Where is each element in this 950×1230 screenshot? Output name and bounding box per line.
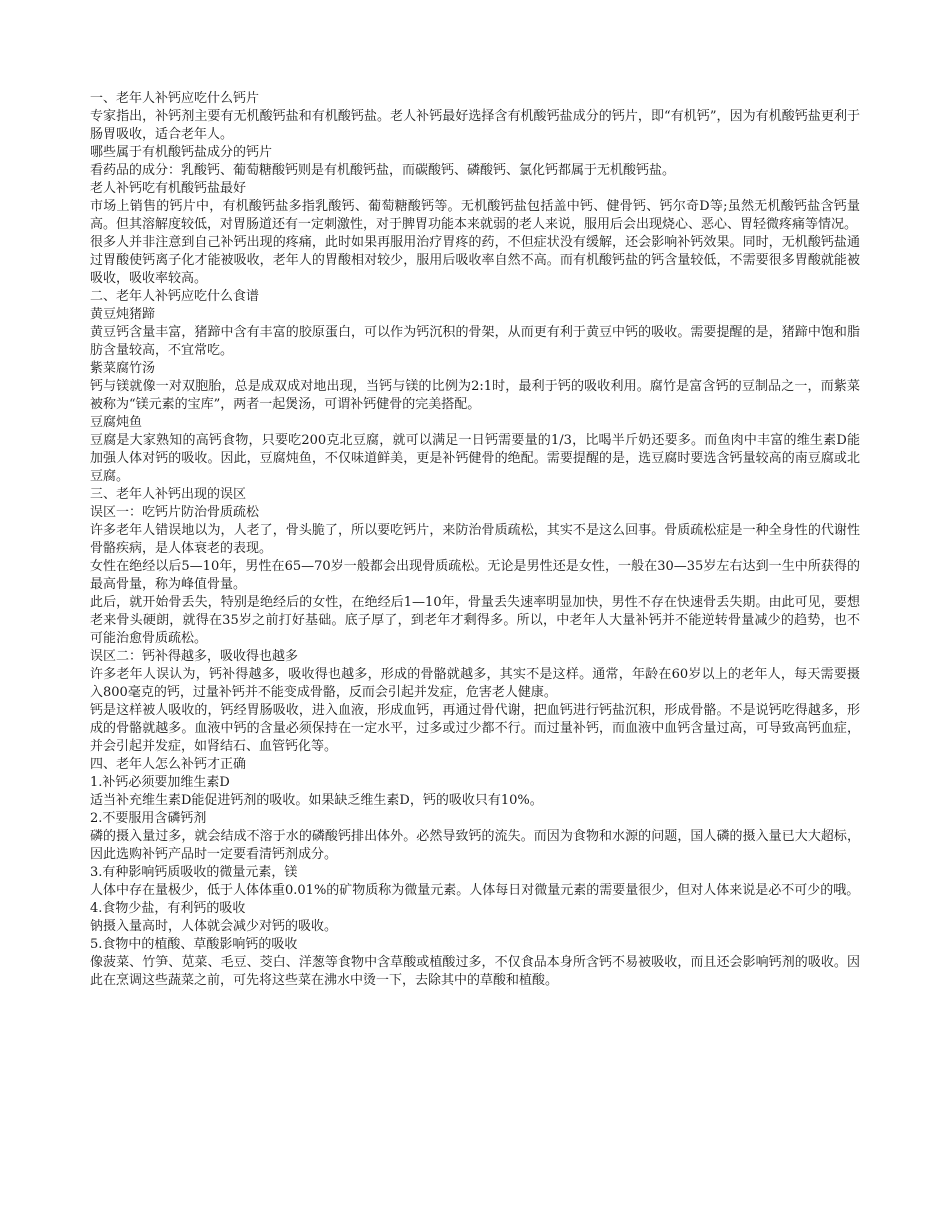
subheading: 豆腐炖鱼 — [90, 415, 143, 430]
paragraph: 钙是这样被人吸收的，钙经胃肠吸收，进入血液，形成血钙，再通过骨代谢，把血钙进行钙盐沉积，形成骨骼。不是说钙吃得越多，形成的骨骼就越多。血液中钙的含量必须保持在一定水平，过多或过少都不行。而过量补钙，而血液中血钙含量过高，可导致高钙血症，并会引起并发症，如肾结石、血管钙化等。 — [90, 703, 860, 754]
subheading: 老人补钙吃有机酸钙盐最好 — [90, 181, 247, 196]
subheading: 哪些属于有机酸钙盐成分的钙片 — [90, 145, 273, 160]
paragraph: 磷的摄入量过多，就会结成不溶于水的磷酸钙排出体外。必然导致钙的流失。而因为食物和水源的问题，国人磷的摄入量已大大超标，因此选购补钙产品时一定要看清钙剂成分。 — [90, 829, 860, 862]
paragraph: 很多人并非注意到自己补钙出现的疼痛，此时如果再服用治疗胃疼的药，不但症状没有缓解，还会影响补钙效果。同时，无机酸钙盐通过胃酸使钙离子化才能被吸收，老年人的胃酸相对较少，服用后吸收率自然不高。而有机酸钙盐的钙含量较低，不需要很多胃酸就能被吸收，吸收率较高。 — [90, 235, 860, 286]
paragraph: 豆腐是大家熟知的高钙食物，只要吃200克北豆腐，就可以满足一日钙需要量的1/3，比喝半斤奶还要多。而鱼肉中丰富的维生素D能加强人体对钙的吸收。因此，豆腐炖鱼，不仅味道鲜美，更是补钙健骨的绝配。需要提醒的是，选豆腐时要选含钙量较高的南豆腐或北豆腐。 — [90, 433, 860, 484]
subheading: 误区一：吃钙片防治骨质疏松 — [90, 505, 260, 520]
subheading: 5.食物中的植酸、草酸影响钙的吸收 — [90, 937, 298, 952]
subheading: 紫菜腐竹汤 — [90, 361, 156, 376]
subheading: 1.补钙必须要加维生素D — [90, 775, 230, 790]
subheading: 2.不要服用含磷钙剂 — [90, 811, 207, 826]
subheading: 黄豆炖猪蹄 — [90, 307, 156, 322]
paragraph: 许多老年人误认为，钙补得越多，吸收得也越多，形成的骨骼就越多，其实不是这样。通常，年龄在60岁以上的老年人，每天需要摄入800毫克的钙，过量补钙并不能变成骨骼，反而会引起并发症，危害老人健康。 — [90, 667, 860, 700]
subheading: 误区二：钙补得越多，吸收得也越多 — [90, 649, 299, 664]
section-heading-4: 四、老年人怎么补钙才正确 — [90, 757, 247, 772]
paragraph: 女性在绝经以后5—10年，男性在65—70岁一般都会出现骨质疏松。无论是男性还是女性，一般在30—35岁左右达到一生中所获得的最高骨量，称为峰值骨量。 — [90, 559, 860, 592]
section-heading-3: 三、老年人补钙出现的误区 — [90, 487, 247, 502]
paragraph: 像菠菜、竹笋、苋菜、毛豆、茭白、洋葱等食物中含草酸或植酸过多，不仅食品本身所含钙不易被吸收，而且还会影响钙剂的吸收。因此在烹调这些蔬菜之前，可先将这些菜在沸水中烫一下，去除其中的草酸和植酸。 — [90, 955, 860, 988]
paragraph: 人体中存在量极少，低于人体体重0.01%的矿物质称为微量元素。人体每日对微量元素的需要量很少，但对人体来说是必不可少的哦。 — [90, 883, 860, 898]
document-body — [90, 90, 860, 990]
paragraph: 许多老年人错误地以为，人老了，骨头脆了，所以要吃钙片，来防治骨质疏松，其实不是这么回事。骨质疏松症是一种全身性的代谢性骨骼疾病，是人体衰老的表现。 — [90, 523, 860, 556]
section-heading-1: 一、老年人补钙应吃什么钙片 — [90, 91, 260, 106]
paragraph: 钙与镁就像一对双胞胎，总是成双成对地出现，当钙与镁的比例为2:1时，最利于钙的吸收利用。腐竹是富含钙的豆制品之一，而紫菜被称为“镁元素的宝库”，两者一起煲汤，可谓补钙健骨的完美搭配。 — [90, 379, 860, 412]
section-heading-2: 二、老年人补钙应吃什么食谱 — [90, 289, 260, 304]
paragraph: 钠摄入量高时，人体就会减少对钙的吸收。 — [90, 919, 338, 934]
paragraph: 看药品的成分：乳酸钙、葡萄糖酸钙则是有机酸钙盐，而碳酸钙、磷酸钙、氯化钙都属于无机酸钙盐。 — [90, 163, 676, 178]
paragraph: 此后，就开始骨丢失，特别是绝经后的女性，在绝经后1—10年，骨量丢失速率明显加快，男性不存在快速骨丢失期。由此可见，要想老来骨头硬朗，就得在35岁之前打好基础。底子厚了，到老年才剩得多。所以，中老年人大量补钙并不能逆转骨量减少的趋势，也不可能治愈骨质疏松。 — [90, 595, 860, 646]
subheading: 4.食物少盐，有利钙的吸收 — [90, 901, 246, 916]
paragraph: 市场上销售的钙片中，有机酸钙盐多指乳酸钙、葡萄糖酸钙等。无机酸钙盐包括盖中钙、健骨钙、钙尔奇D等;虽然无机酸钙盐含钙量高。但其溶解度较低，对胃肠道还有一定刺激性，对于脾胃功能本来就弱的老人来说，服用后会出现烧心、恶心、胃轻微疼痛等情况。 — [90, 199, 860, 232]
paragraph: 黄豆钙含量丰富，猪蹄中含有丰富的胶原蛋白，可以作为钙沉积的骨架，从而更有利于黄豆中钙的吸收。需要提醒的是，猪蹄中饱和脂肪含量较高，不宜常吃。 — [90, 325, 860, 358]
paragraph: 专家指出，补钙剂主要有无机酸钙盐和有机酸钙盐。老人补钙最好选择含有机酸钙盐成分的钙片，即“有机钙”，因为有机酸钙盐更利于肠胃吸收，适合老年人。 — [90, 109, 860, 142]
paragraph: 适当补充维生素D能促进钙剂的吸收。如果缺乏维生素D，钙的吸收只有10%。 — [90, 793, 543, 808]
subheading: 3.有种影响钙质吸收的微量元素，镁 — [90, 865, 298, 880]
